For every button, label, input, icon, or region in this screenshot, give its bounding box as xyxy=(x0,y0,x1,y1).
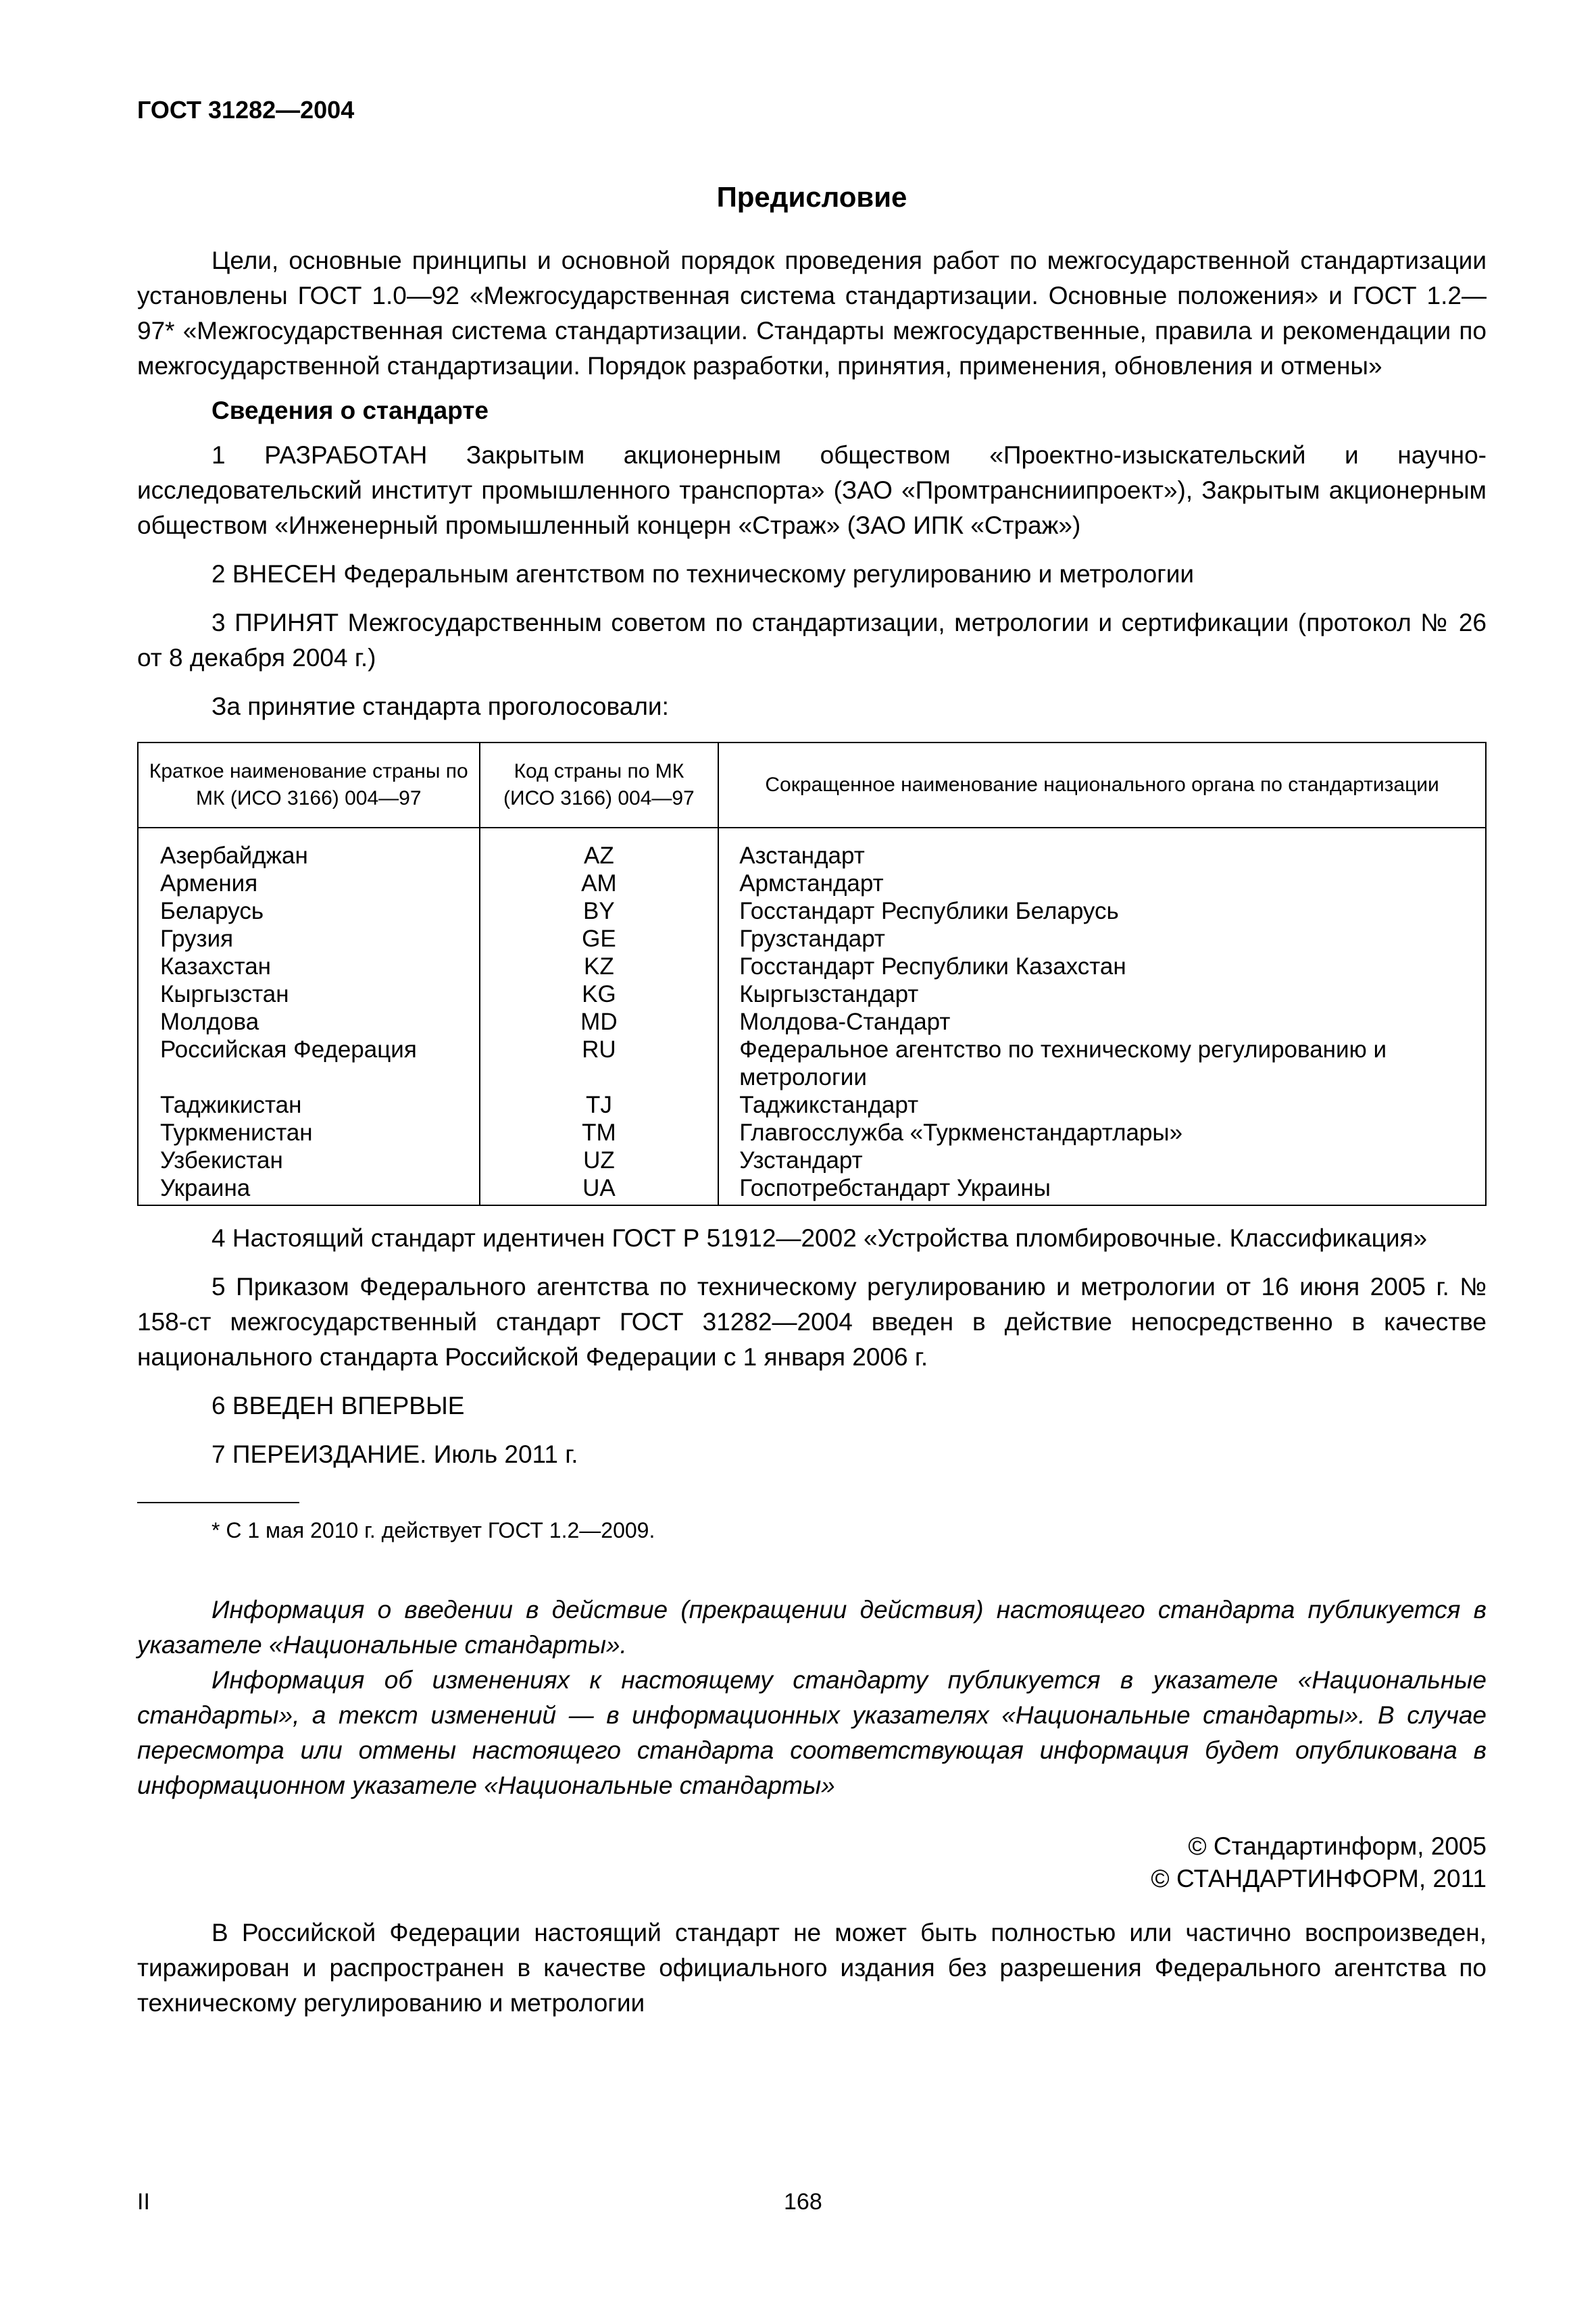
standards-body: Азстандарт xyxy=(718,828,1486,870)
item-1-developed: 1 РАЗРАБОТАН Закрытым акционерным обществом «Проектно-изыскательский и научно-исследовательский институт промышленного транспорта» (ЗАО «Промтрансниипроект»), Закрытым акционерным обществом «Инженерный промышленный концерн «Страж» (ЗАО ИПК «Страж») xyxy=(137,441,1487,539)
item-7-reissue: 7 ПЕРЕИЗДАНИЕ. Июль 2011 г. xyxy=(211,1440,578,1468)
table-row xyxy=(138,897,1486,925)
table-row xyxy=(138,980,1486,1008)
table-row xyxy=(138,1147,1486,1174)
item-4-identical: 4 Настоящий стандарт идентичен ГОСТ Р 51912—2002 «Устройства пломбировочные. Классификация» xyxy=(211,1224,1428,1252)
country-name: Таджикистан xyxy=(138,1091,480,1119)
header-standards-body: Сокращенное наименование национального органа по стандартизации xyxy=(718,743,1486,828)
header-country-name: Краткое наименование страны по МК (ИСО 3166) 004—97 xyxy=(138,743,480,828)
item-6-introduced: 6 ВВЕДЕН ВПЕРВЫЕ xyxy=(211,1392,465,1419)
country-name: Казахстан xyxy=(138,953,480,980)
standards-body: Госпотребстандарт Украины xyxy=(718,1174,1486,1205)
table-row xyxy=(138,1008,1486,1036)
copyright-line-2: © СТАНДАРТИНФОРМ, 2011 xyxy=(1151,1865,1487,1892)
info-paragraph-1: Информация о введении в действие (прекращении действия) настоящего стандарта публикуется в указателе «Национальные стандарты». xyxy=(137,1596,1487,1659)
table-row xyxy=(138,828,1486,870)
intro-paragraph: Цели, основные принципы и основной порядок проведения работ по межгосударственной стандартизации установлены ГОСТ 1.0—92 «Межгосударственная система стандартизации. Основные положения» и ГОСТ 1.2—97* «Межгосударственная система стандартизации. Стандарты межгосударственные, правила и рекомендации по межгосударственной стандартизации. Порядок разработки, принятия, применения, обновления и отмены» xyxy=(137,247,1487,380)
copyright-block xyxy=(137,1830,1487,1895)
standards-body: Кыргызстандарт xyxy=(718,980,1486,1008)
page-title: Предисловие xyxy=(716,181,907,213)
country-code: UZ xyxy=(480,1147,719,1174)
country-code: BY xyxy=(480,897,719,925)
table-row xyxy=(138,870,1486,897)
footnote: * С 1 мая 2010 г. действует ГОСТ 1.2—2009. xyxy=(211,1518,655,1542)
item-2-submitted: 2 ВНЕСЕН Федеральным агентством по техническому регулированию и метрологии xyxy=(211,560,1195,588)
country-code: KZ xyxy=(480,953,719,980)
country-name: Узбекистан xyxy=(138,1147,480,1174)
standards-body: Молдова-Стандарт xyxy=(718,1008,1486,1036)
table-row xyxy=(138,1036,1486,1091)
vote-intro: За принятие стандарта проголосовали: xyxy=(211,693,669,720)
page-content xyxy=(137,177,1487,2021)
page-number: 168 xyxy=(784,2189,822,2215)
info-paragraph-2: Информация об изменениях к настоящему стандарту публикуется в указателе «Национальные стандарты», а текст изменений — в информационных указателях «Национальные стандарты». В случае пересмотра или отмены настоящего стандарта соответствующая информация будет опубликована в информационном указателе «Национальные стандарты» xyxy=(137,1666,1487,1799)
country-name: Азербайджан xyxy=(138,828,480,870)
item-3-adopted: 3 ПРИНЯТ Межгосударственным советом по стандартизации, метрологии и сертификации (протокол № 26 от 8 декабря 2004 г.) xyxy=(137,609,1487,672)
table-row xyxy=(138,1174,1486,1205)
standards-body: Таджикстандарт xyxy=(718,1091,1486,1119)
voting-countries-table xyxy=(137,742,1487,1206)
country-code: RU xyxy=(480,1036,719,1091)
table-row xyxy=(138,925,1486,953)
country-name: Беларусь xyxy=(138,897,480,925)
reproduction-notice: В Российской Федерации настоящий стандарт не может быть полностью или частично воспроизведен, тиражирован и распространен в качестве официального издания без разрешения Федерального агентства по техническому регулированию и метрологии xyxy=(137,1919,1487,2017)
standards-body: Главгосслужба «Туркменстандартлары» xyxy=(718,1119,1486,1147)
country-name: Кыргызстан xyxy=(138,980,480,1008)
copyright-line-1: © Стандартинформ, 2005 xyxy=(1188,1832,1487,1860)
table-row xyxy=(138,1119,1486,1147)
standards-body: Узстандарт xyxy=(718,1147,1486,1174)
table-row xyxy=(138,953,1486,980)
country-name: Армения xyxy=(138,870,480,897)
document-code-header: ГОСТ 31282—2004 xyxy=(137,96,355,124)
country-name: Украина xyxy=(138,1174,480,1205)
country-code: AM xyxy=(480,870,719,897)
standards-body: Госстандарт Республики Казахстан xyxy=(718,953,1486,980)
country-code: MD xyxy=(480,1008,719,1036)
header-country-code: Код страны по МК (ИСО 3166) 004—97 xyxy=(480,743,719,828)
country-code: GE xyxy=(480,925,719,953)
country-name: Российская Федерация xyxy=(138,1036,480,1091)
country-name: Грузия xyxy=(138,925,480,953)
country-name: Туркменистан xyxy=(138,1119,480,1147)
table-row xyxy=(138,1091,1486,1119)
country-code: TM xyxy=(480,1119,719,1147)
standards-body: Армстандарт xyxy=(718,870,1486,897)
page-roman-numeral: II xyxy=(137,2189,150,2215)
country-code: KG xyxy=(480,980,719,1008)
country-code: UA xyxy=(480,1174,719,1205)
footnote-divider xyxy=(137,1502,299,1503)
item-5-order: 5 Приказом Федерального агентства по техническому регулированию и метрологии от 16 июня 2005 г. № 158-ст межгосударственный стандарт ГОСТ 31282—2004 введен в действие непосредственно в качестве национального стандарта Российской Федерации с 1 января 2006 г. xyxy=(137,1273,1487,1371)
section-subheading: Сведения о стандарте xyxy=(211,397,489,424)
standards-body: Госстандарт Республики Беларусь xyxy=(718,897,1486,925)
table-header-row xyxy=(138,743,1486,828)
country-code: AZ xyxy=(480,828,719,870)
standards-body: Грузстандарт xyxy=(718,925,1486,953)
country-name: Молдова xyxy=(138,1008,480,1036)
standards-body: Федеральное агентство по техническому регулированию и метрологии xyxy=(718,1036,1486,1091)
country-code: TJ xyxy=(480,1091,719,1119)
